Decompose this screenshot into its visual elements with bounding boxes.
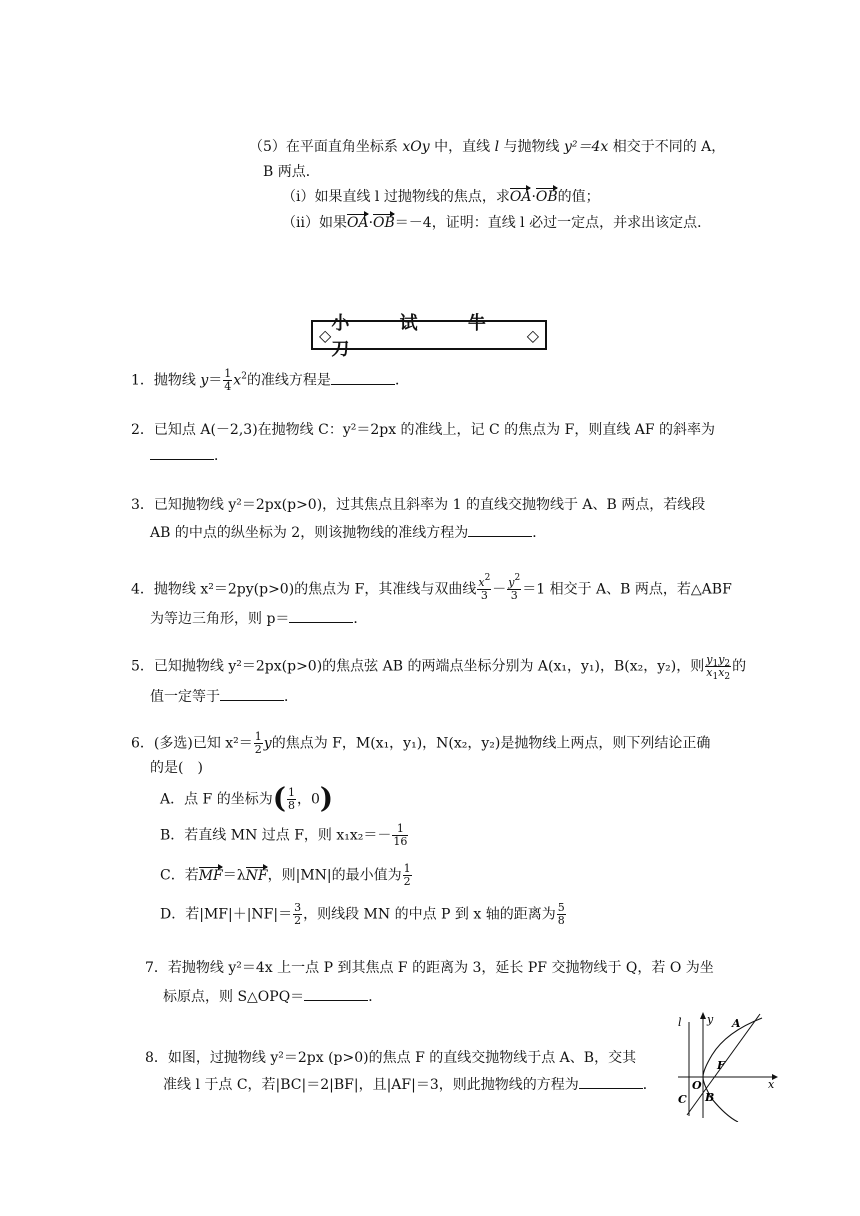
section-title [311,313,547,360]
question-2: 2．已知点 A(－2,3)在抛物线 C：y²＝2px 的准线上，记 C 的焦点为 F，则直线 AF 的斜率为 [131,422,716,438]
answer-blank[interactable] [468,522,532,537]
answer-blank[interactable] [289,608,353,623]
part5-line2: B 两点． [263,164,320,180]
label-a: A [732,1017,741,1030]
label-c: C [678,1093,687,1106]
question-2-line2: ． [150,445,228,466]
section-title-text: 小 试 牛 刀 [331,313,508,360]
question-3-line2: AB 的中点的纵坐标为 2，则该抛物线的准线方程为 ． [150,522,546,543]
label-f: F [717,1059,725,1072]
diamond-icon: ◇ [319,325,332,345]
label-x: x [768,1078,775,1091]
question-6: 6．(多选)已知 x²＝ $\frac{1}{2}$ y的焦点为 F，M(x₁，y₁)，N(x₂，y₂)是抛物线上两点，则下列结论正确 [131,730,711,756]
y-axis-arrow [700,1012,706,1019]
answer-blank[interactable] [220,686,284,701]
parabola-figure [660,1010,790,1122]
question-1: 1．抛物线 y＝ $\frac{1}{4}$ $x^2$的准线方程是 ． [131,367,409,393]
parabola-curve [703,1018,762,1122]
question-4-line2: 为等边三角形，则 p＝ ． [150,608,367,629]
answer-blank[interactable] [331,370,395,385]
part5-line1: （5）在平面直角坐标系 xOy 中，直线 l 与抛物线 y²＝4x 相交于不同的 A， [249,139,726,155]
question-5-line2: 值一定等于 ． [150,686,298,707]
question-8: 8．如图，过抛物线 y²＝2px (p>0)的焦点 F 的直线交抛物线于点 A、B，交其 [145,1050,637,1066]
answer-blank[interactable] [150,445,214,460]
diamond-icon: ◇ [526,325,539,345]
question-3: 3．已知抛物线 y²＝2px(p>0)，过其焦点且斜率为 1 的直线交抛物线于 A、B 两点，若线段 [131,497,706,513]
option-b[interactable]: B．若直线 MN 过点 F，则 x₁x₂＝－ $\frac{1}{16}$ [160,822,408,848]
label-y: y [707,1013,714,1026]
option-d[interactable]: D．若|MF|＋|NF|＝ $\frac{3}{2}$ ，则线段 MN 的中点 P 到 x 轴的距离为 $\frac{5}{8}$ [160,901,565,927]
option-c[interactable]: C．若MF＝λNF，则|MN|的最小值为 $\frac{1}{2}$ [160,862,411,888]
question-7: 7．若抛物线 y²＝4x 上一点 P 到其焦点 F 的距离为 3，延长 PF 交抛物线于 Q，若 O 为坐 [145,960,714,976]
question-4: 4．抛物线 x²＝2py(p>0)的焦点为 F，其准线与双曲线 $\frac{x^2}{3}$ － $\frac{y^2}{3}$ ＝1 相交于 A、B 两点，若△ABF [131,573,732,602]
question-6-line2: 的是( ) [150,760,203,776]
answer-blank[interactable] [304,986,368,1001]
label-l: l [678,1016,682,1029]
label-b: B [705,1091,715,1104]
option-a[interactable]: A．点 F 的坐标为( $\frac{1}{8}$ ，0) [160,781,334,815]
part5-sub-ii: （ⅱ）如果OA·OB＝－4，证明：直线 l 必过一定点，并求出该定点． [282,215,712,231]
label-o: O [692,1079,702,1092]
question-5: 5．已知抛物线 y²＝2px(p>0)的焦点弦 AB 的两端点坐标分别为 A(x₁，y₁)，B(x₂，y₂)，则 $\frac{y_1y_2}{x_1x_2}$ 的 [131,653,747,682]
answer-blank[interactable] [579,1074,643,1089]
part5-sub-i: （ⅰ）如果直线 l 过抛物线的焦点，求OA·OB的值； [282,189,600,205]
question-7-line2: 标原点，则 S△OPQ＝ ． [163,986,382,1007]
question-8-line2: 准线 l 于点 C，若|BC|＝2|BF|，且|AF|＝3，则此抛物线的方程为 ． [163,1074,657,1095]
